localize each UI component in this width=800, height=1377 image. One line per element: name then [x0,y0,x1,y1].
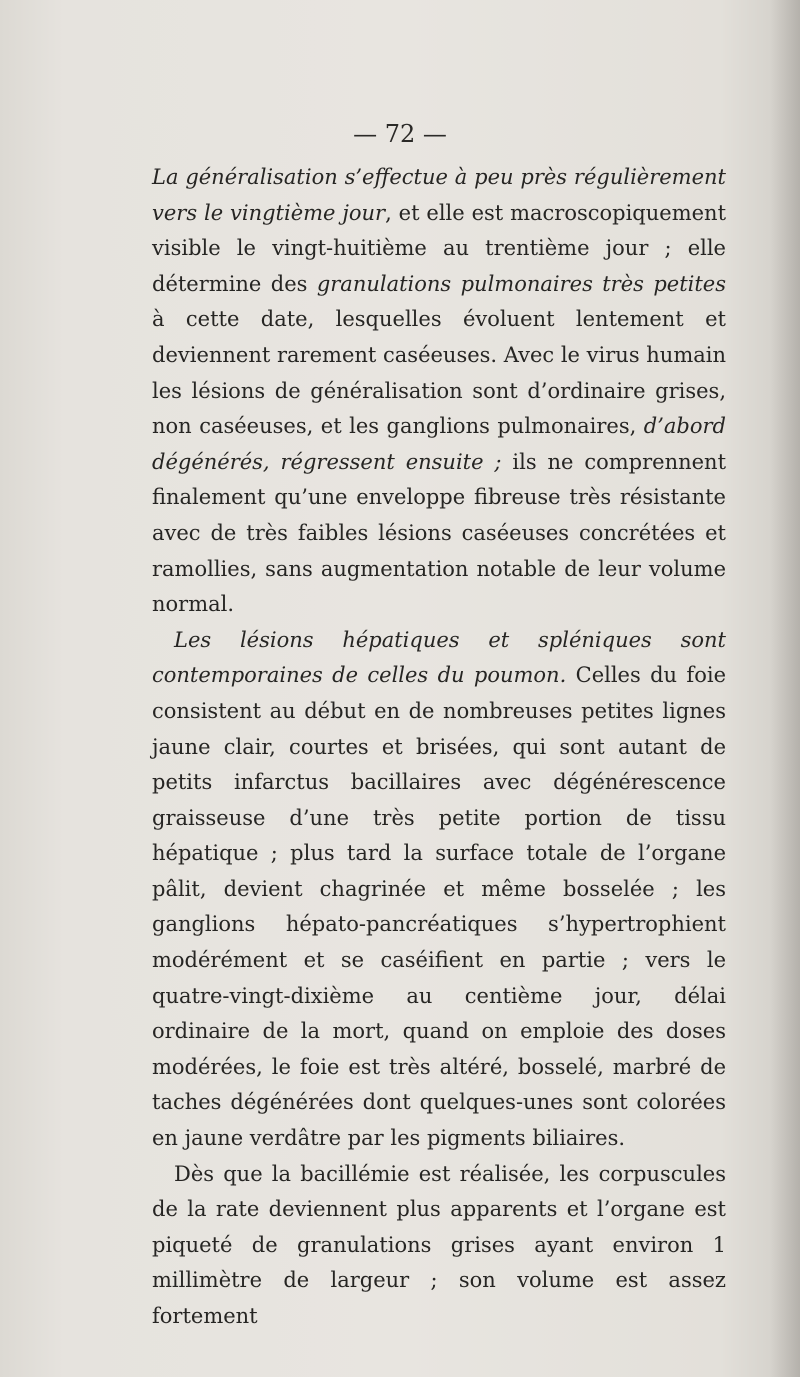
body-text [152,160,726,1335]
text-segment: d’abord dégénérés, régressent ensuite ; [152,414,726,474]
text-segment: ils ne comprennent finalement qu’une enveloppe fibreuse très résistante avec de très faibles lésions caséeuses concrétées et ramollies, sans augmentation notable de leur volume normal. [152,449,727,617]
text-segment: La généralisation s’effectue à peu près régulièrement vers le vingtième jour [152,165,726,225]
text-segment: à cette date, lesquelles évoluent lentement et deviennent rarement caséeuses. Avec le virus humain les lésions de généralisation sont d’ordinaire grises, non caséeuses, et les ganglions pulmonaires, [152,307,726,439]
text-segment: granulations pulmonaires très petites [316,271,726,296]
text-segment: Les lésions hépatiques et spléniques sont contemporaines de celles du poumon. [152,627,726,688]
paragraph-generalisation [152,160,726,623]
text-segment: Celles du foie consistent au début en de nombreuses petites lignes jaune clair, courtes et brisées, qui sont autant de petits infarctus bacillaires avec dégénérescence graisseuse d’une très petite portion de tissu hépatique ; plus tard la surface totale de l’organe pâlit, devient chagrinée et même bosselée ; les ganglions hépato-pancréatiques s’hypertrophient modérément et se caséifient en partie ; vers le quatre-vingt-dixième au centième jour, délai ordinaire de la mort, quand on emploie des doses modérées, le foie est très altéré, bosselé, marbré de taches dégénérées dont quelques-unes sont colorées en jaune verdâtre par les pigments biliaires. [152,663,726,1151]
paragraph-rate [152,1157,726,1335]
paragraph-lesions-hepatiques [152,623,726,1157]
text-segment: Dès que la bacillémie est réalisée, les corpuscules de la rate deviennent plus apparents et l’organe est piqueté de granulations grises ayant environ 1 millimètre de largeur ; son volume est assez fortement [152,1161,726,1328]
page-number: — 72 — [353,120,447,148]
text-segment: , et elle est macroscopiquement visible le vingt-huitième au trentième jour ; elle détermine des [152,200,727,296]
page-edge-shadow [770,0,800,1377]
